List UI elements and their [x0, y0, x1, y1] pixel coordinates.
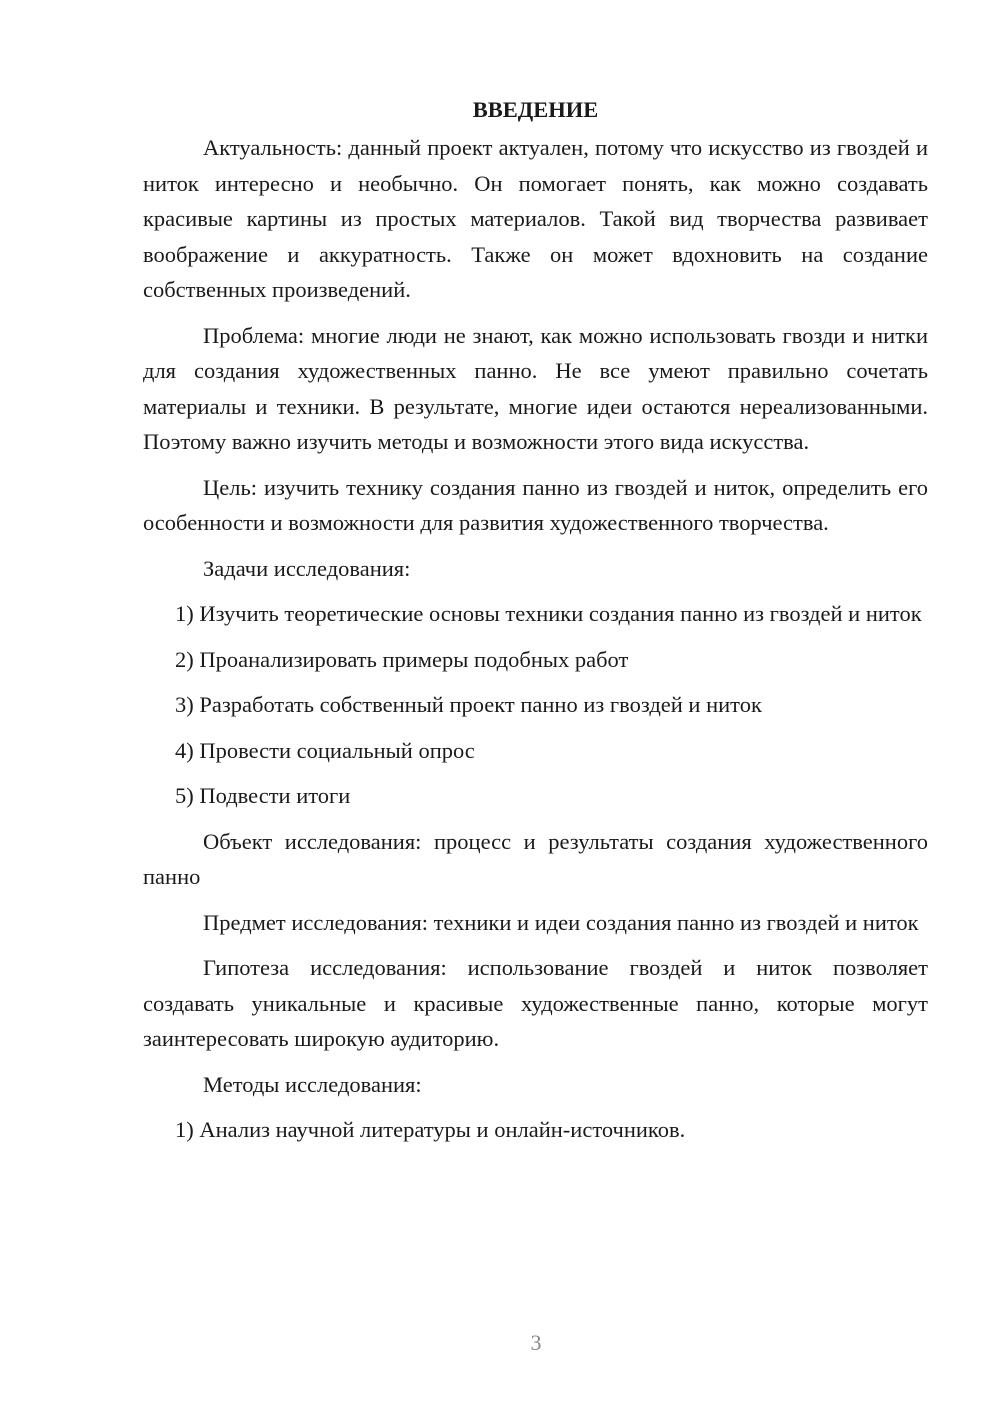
- paragraph-goal: Цель: изучить технику создания панно из гвоздей и ниток, определить его особенности и возможности для развития художественного творчества.: [143, 474, 928, 535]
- methods-heading: Методы исследования:: [203, 1071, 422, 1097]
- task-item-1: 1) Изучить теоретические основы техники создания панно из гвоздей и ниток: [175, 601, 922, 626]
- paragraph-problem: Проблема: многие люди не знают, как можно использовать гвозди и нитки для создания художественных панно. Не все умеют правильно сочетать материалы и техники. В результате, многие идеи остаются нереализованными. Поэтому важно изучить методы и возможности этого вида искусства.: [143, 322, 928, 454]
- paragraph-hypothesis: Гипотеза исследования: использование гвоздей и ниток позволяет создавать уникальные и красивые художественные панно, которые могут заинтересовать широкую аудиторию.: [143, 955, 928, 1051]
- page-number: 3: [530, 1330, 542, 1355]
- task-item-4: 4) Провести социальный опрос: [175, 737, 475, 763]
- paragraph-object: Объект исследования: процесс и результаты создания художественного панно: [143, 828, 928, 889]
- task-item-3: 3) Разработать собственный проект панно из гвоздей и ниток: [175, 692, 762, 717]
- page-title: ВВЕДЕНИЕ: [472, 97, 599, 122]
- paragraph-subject: Предмет исследования: техники и идеи создания панно из гвоздей и ниток: [203, 909, 919, 935]
- task-item-5: 5) Подвести итоги: [175, 783, 351, 808]
- task-item-2: 2) Проанализировать примеры подобных работ: [175, 646, 629, 672]
- paragraph-relevance: Актуальность: данный проект актуален, потому что искусство из гвоздей и ниток интересно и необычно. Он помогает понять, как можно создавать красивые картины из простых материалов. Такой вид творчества развивает воображение и аккуратность. Также он может вдохновить на создание собственных произведений.: [143, 135, 928, 302]
- document-body: [143, 92, 928, 1158]
- method-item-1: 1) Анализ научной литературы и онлайн-источников.: [175, 1117, 686, 1142]
- tasks-heading: Задачи исследования:: [203, 555, 411, 581]
